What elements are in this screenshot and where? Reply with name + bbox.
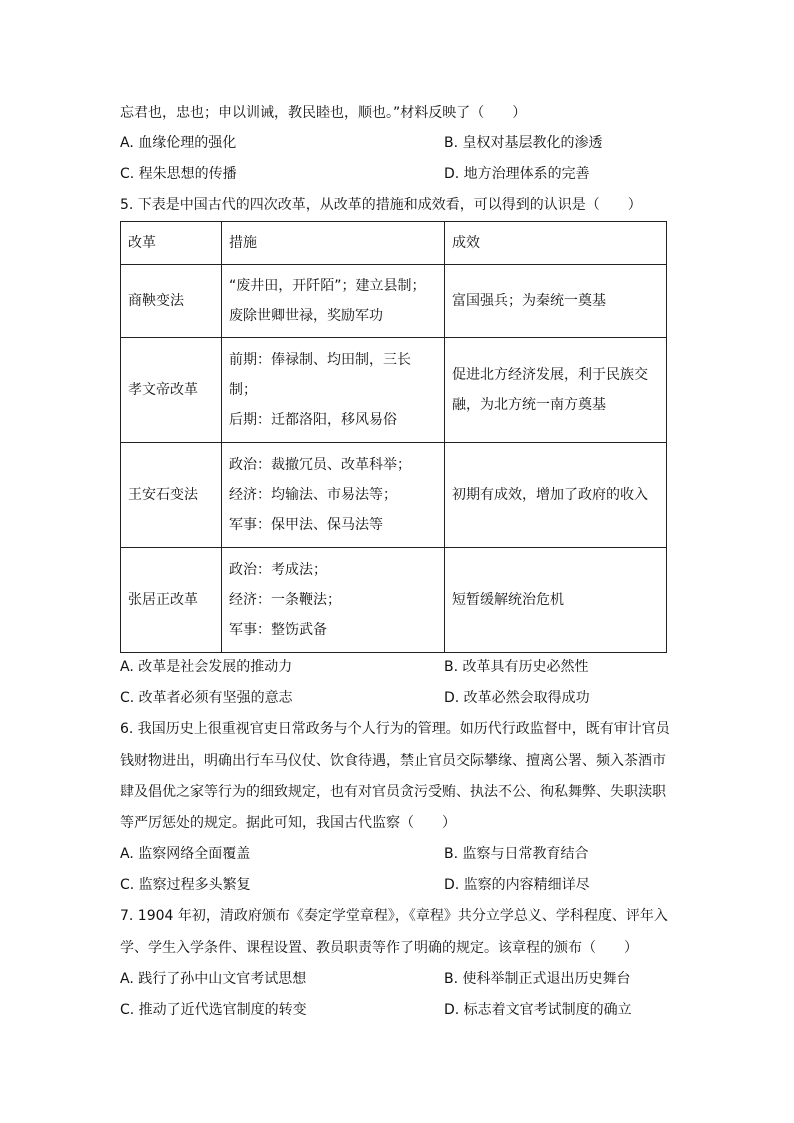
table-row [121,548,667,653]
reform-table [120,221,667,653]
table-row [121,443,667,548]
measure-line: 制； [229,382,257,398]
q4-stem-tail: 忘君也，忠也；申以训诫，教民睦也，顺也。”材料反映了（ ） [120,105,527,121]
reform-effects [445,443,667,548]
measure-line: 政治：裁撤冗员、改革科举； [229,457,411,473]
q4-option-b[interactable]: B. 皇权对基层教化的渗透 [444,135,603,151]
reform-measures [222,265,445,338]
q7-option-a[interactable]: A. 践行了孙中山文官考试思想 [120,971,307,987]
q6-stem-line: 6. 我国历史上很重视官吏日常政务与个人行为的管理。如历代行政监督中，既有审计官员 [120,721,670,737]
q6-option-c[interactable]: C. 监察过程多头繁复 [120,877,251,893]
measure-line: 政治：考成法； [229,562,327,578]
measure-line: 军事：整饬武备 [229,622,327,638]
reform-measures [222,338,445,443]
q5-option-b[interactable]: B. 改革具有历史必然性 [444,659,589,675]
q5-option-a[interactable]: A. 改革是社会发展的推动力 [120,659,293,675]
reform-effects [445,548,667,653]
effect-line: 融，为北方统一南方奠基 [452,397,606,413]
effect-line: 促进北方经济发展，利于民族交 [452,367,648,383]
q7-option-b[interactable]: B. 使科举制正式退出历史舞台 [444,971,631,987]
reform-name: 商鞅变法 [121,265,222,338]
q4-option-a[interactable]: A. 血缘伦理的强化 [120,135,237,151]
q7-stem-line: 学、学生入学条件、课程设置、教员职责等作了明确的规定。该章程的颁布（ ） [120,940,638,956]
measure-line: 经济：均输法、市易法等； [229,487,397,503]
q5-stem: 5. 下表是中国古代的四次改革，从改革的措施和成效看，可以得到的认识是（ ） [120,197,642,213]
measure-line: 后期：迁都洛阳，移风易俗 [229,412,397,428]
reform-effects [445,265,667,338]
measure-line: 经济：一条鞭法； [229,592,341,608]
reform-measures [222,548,445,653]
effect-line: 富国强兵；为秦统一奠基 [452,293,606,309]
measure-line: 废除世卿世禄，奖励军功 [229,308,383,324]
q6-option-d[interactable]: D. 监察的内容精细详尽 [444,877,590,893]
effect-line: 初期有成效，增加了政府的收入 [452,487,648,503]
effect-line: 短暂缓解统治危机 [452,592,564,608]
q7-stem-line: 7. 1904 年初，清政府颁布《奏定学堂章程》，《章程》共分立学总义、学科程度、评年入 [120,908,668,924]
q6-stem-line: 肆及倡优之家等行为的细致规定，也有对官员贪污受贿、执法不公、徇私舞弊、失职渎职 [120,784,666,800]
q6-option-b[interactable]: B. 监察与日常教育结合 [444,846,589,862]
reform-name: 张居正改革 [121,548,222,653]
q6-option-a[interactable]: A. 监察网络全面覆盖 [120,846,251,862]
header-effects: 成效 [445,222,667,265]
reform-name: 孝文帝改革 [121,338,222,443]
q7-option-d[interactable]: D. 标志着文官考试制度的确立 [444,1002,632,1018]
measure-line: 前期：俸禄制、均田制，三长 [229,352,411,368]
q5-option-c[interactable]: C. 改革者必须有坚强的意志 [120,690,293,706]
measure-line: “废井田，开阡陌”；建立县制； [229,278,426,294]
table-row [121,338,667,443]
q6-stem-line: 钱财物进出，明确出行车马仪仗、饮食待遇，禁止官员交际攀缘、擅离公署、频入茶酒市 [120,753,666,769]
q7-option-c[interactable]: C. 推动了近代选官制度的转变 [120,1002,307,1018]
reform-name: 王安石变法 [121,443,222,548]
header-measures: 措施 [222,222,445,265]
table-header-row [121,222,667,265]
q4-option-c[interactable]: C. 程朱思想的传播 [120,166,237,182]
reform-measures [222,443,445,548]
q6-stem-line: 等严厉惩处的规定。据此可知，我国古代监察（ ） [120,815,456,831]
reform-effects [445,338,667,443]
q5-option-d[interactable]: D. 改革必然会取得成功 [444,690,590,706]
q4-option-d[interactable]: D. 地方治理体系的完善 [444,166,590,182]
header-reform: 改革 [121,222,222,265]
measure-line: 军事：保甲法、保马法等 [229,517,383,533]
table-row [121,265,667,338]
